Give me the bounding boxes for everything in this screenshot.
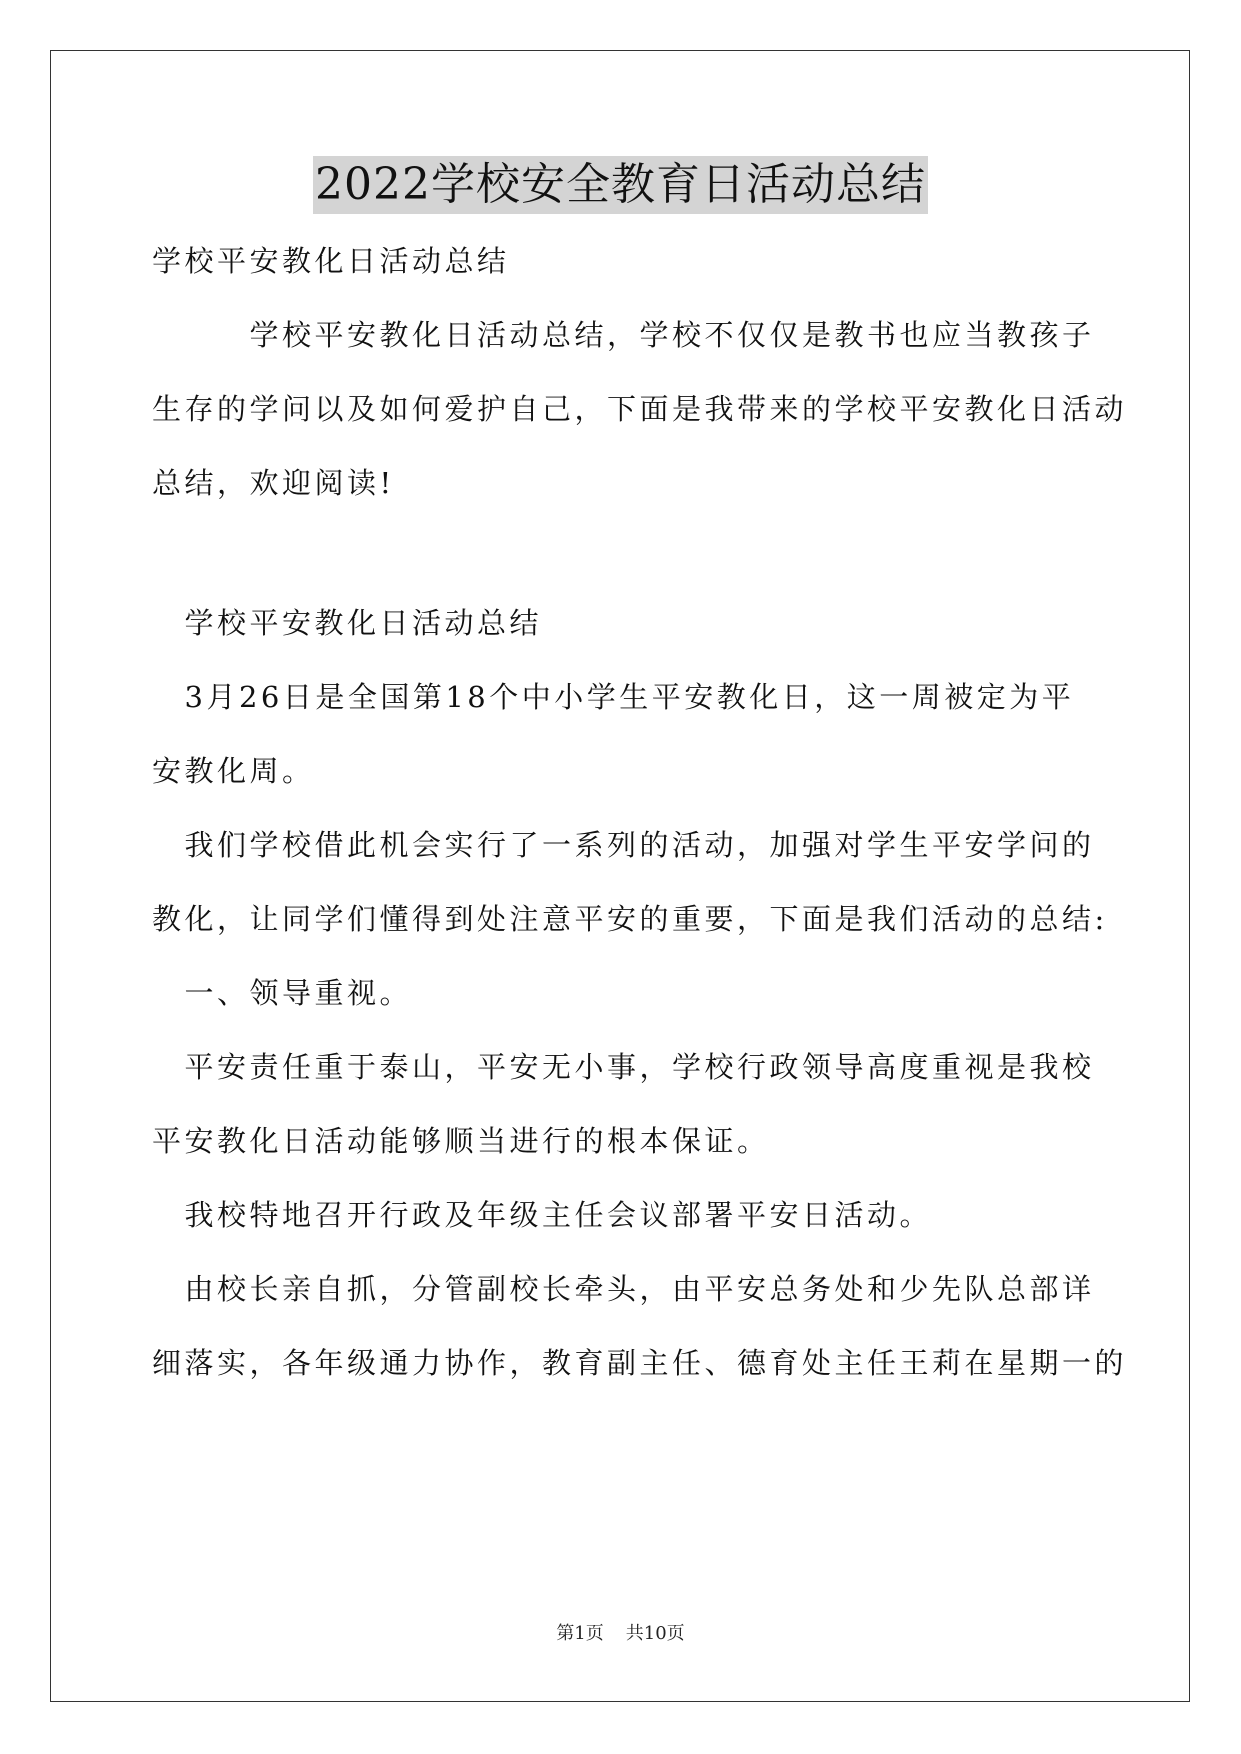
body-line-11: 平安责任重于泰山，平安无小事，学校行政领导高度重视是我校 [152,1050,1095,1084]
body-line-10: 一、领导重视。 [152,976,413,1010]
body-line-2: 学校平安教化日活动总结，学校不仅仅是教书也应当教孩子 [152,318,1095,352]
body-line-13: 我校特地召开行政及年级主任会议部署平安日活动。 [152,1198,933,1232]
body-line-12: 平安教化日活动能够顺当进行的根本保证。 [152,1124,770,1158]
body-line-9: 教化，让同学们懂得到处注意平安的重要，下面是我们活动的总结: [152,902,1108,936]
body-line-6: 3月26日是全国第18个中小学生平安教化日，这一周被定为平 [152,680,1075,714]
body-line-15: 细落实，各年级通力协作，教育副主任、德育处主任王莉在星期一的 [152,1346,1128,1380]
page-footer [0,1622,1241,1646]
body-line-4: 总结，欢迎阅读! [152,466,395,500]
body-line-5: 学校平安教化日活动总结 [152,606,543,640]
body-line-8: 我们学校借此机会实行了一系列的活动，加强对学生平安学问的 [152,828,1095,862]
page-number: 第1页 [556,1623,604,1644]
page-border [50,50,1190,1702]
body-line-1: 学校平安教化日活动总结 [152,244,510,278]
page-total: 共10页 [625,1623,685,1644]
title-container [0,156,1241,214]
body-line-7: 安教化周。 [152,754,315,788]
body-line-3: 生存的学问以及如何爱护自己，下面是我带来的学校平安教化日活动 [152,392,1128,426]
document-title: 2022学校安全教育日活动总结 [313,156,928,214]
body-line-14: 由校长亲自抓，分管副校长牵头，由平安总务处和少先队总部详 [152,1272,1095,1306]
